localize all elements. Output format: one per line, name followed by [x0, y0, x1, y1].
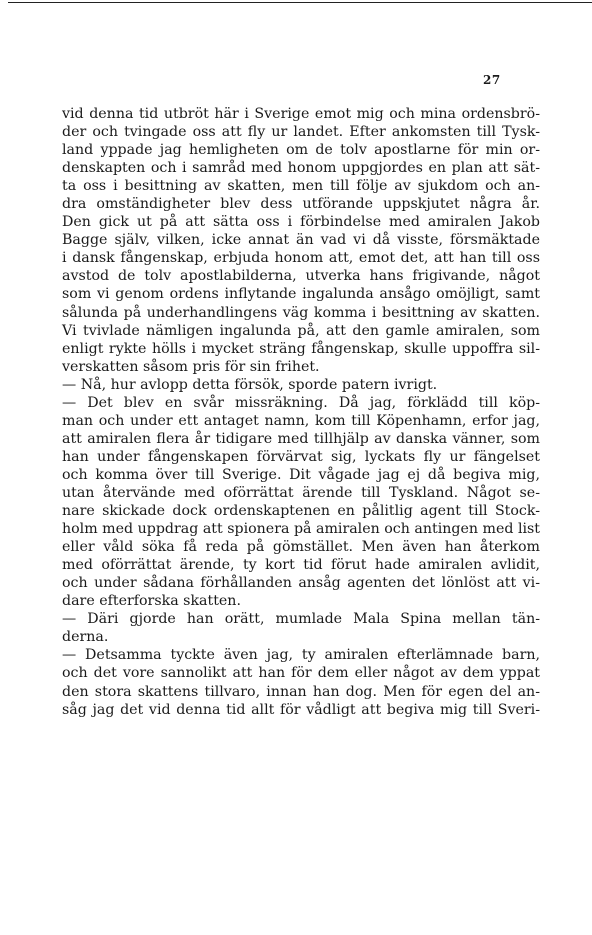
text-line: — Detsamma tyckte även jag, ty amiralen efterlämnade barn,: [62, 647, 540, 664]
text-line: denskapten och i samråd med honom uppgjordes en plan att sät-: [62, 160, 540, 177]
text-line: — Det blev en svår missräkning. Då jag, förklädd till köp-: [62, 394, 540, 411]
text-line: vid denna tid utbröt här i Sverige emot mig och mina ordensbrö-: [62, 106, 540, 122]
text-line: han under fångenskapen förvärvat sig, lyckats fly ur fängelset: [62, 448, 540, 465]
text-line: sålunda på underhandlingens väg komma i besittning av skatten.: [62, 304, 540, 321]
text-line: i dansk fångenskap, erbjuda honom att, emot det, att han till oss: [62, 250, 540, 267]
text-line: — Däri gjorde han orätt, mumlade Mala Spina mellan tän-: [62, 611, 540, 628]
text-line: som vi genom ordens inflytande ingalunda ansågo omöjligt, samt: [62, 286, 540, 303]
text-line: der och tvingade oss att fly ur landet. Efter ankomsten till Tysk-: [62, 124, 540, 141]
text-line: såg jag det vid denna tid allt för vådligt att begiva mig till Sveri-: [62, 701, 540, 718]
text-line: derna.: [62, 629, 109, 646]
text-line: — Nå, hur avlopp detta försök, sporde patern ivrigt.: [62, 376, 438, 393]
text-line: och det vore sannolikt att han för dem eller något av dem yppat: [62, 665, 540, 682]
text-line: man och under ett antaget namn, kom till Köpenhamn, erfor jag,: [62, 412, 540, 429]
text-line: Vi tvivlade nämligen ingalunda på, att den gamle amiralen, som: [62, 322, 540, 339]
top-rule: [8, 2, 592, 3]
text-line: avstod de tolv apostlabilderna, utverka hans frigivande, något: [62, 268, 540, 285]
text-line: och under sådana förhållanden ansåg agenten det lönlöst att vi-: [62, 575, 540, 592]
text-line: att amiralen flera år tidigare med tillhjälp av danska vänner, som: [62, 430, 540, 447]
text-line: utan återvände med oförrättat ärende till Tyskland. Något se-: [62, 484, 540, 501]
text-line: holm med uppdrag att spionera på amiralen och antingen med list: [62, 521, 540, 538]
text-line: Den gick ut på att sätta oss i förbindelse med amiralen Jakob: [62, 214, 540, 231]
text-line: nare skickade dock ordenskaptenen en pålitlig agent till Stock-: [62, 503, 540, 520]
text-line: och komma över till Sverige. Dit vågade jag ej då begiva mig,: [62, 466, 540, 483]
body-text: [62, 105, 540, 719]
text-line: den stora skattens tillvaro, innan han dog. Men för egen del an-: [62, 683, 540, 700]
text-line: eller våld söka få reda på gömstället. Men även han återkom: [62, 539, 540, 556]
text-line: dare efterforska skatten.: [62, 593, 241, 610]
text-line: enligt rykte hölls i mycket sträng fångenskap, skulle uppoffra sil-: [62, 340, 540, 357]
page-number: 27: [483, 73, 501, 87]
text-line: dra omständigheter blev dess utförande uppskjutet några år.: [62, 196, 540, 213]
text-line: land yppade jag hemligheten om de tolv apostlarne för min or-: [62, 142, 540, 159]
text-line: med oförrättat ärende, ty kort tid förut hade amiralen avlidit,: [62, 557, 540, 574]
text-line: Bagge själv, vilken, icke annat än vad vi då visste, försmäktade: [62, 232, 540, 249]
text-line: verskatten såsom pris för sin frihet.: [62, 358, 320, 375]
text-line: ta oss i besittning av skatten, men till följe av sjukdom och an-: [62, 178, 540, 195]
